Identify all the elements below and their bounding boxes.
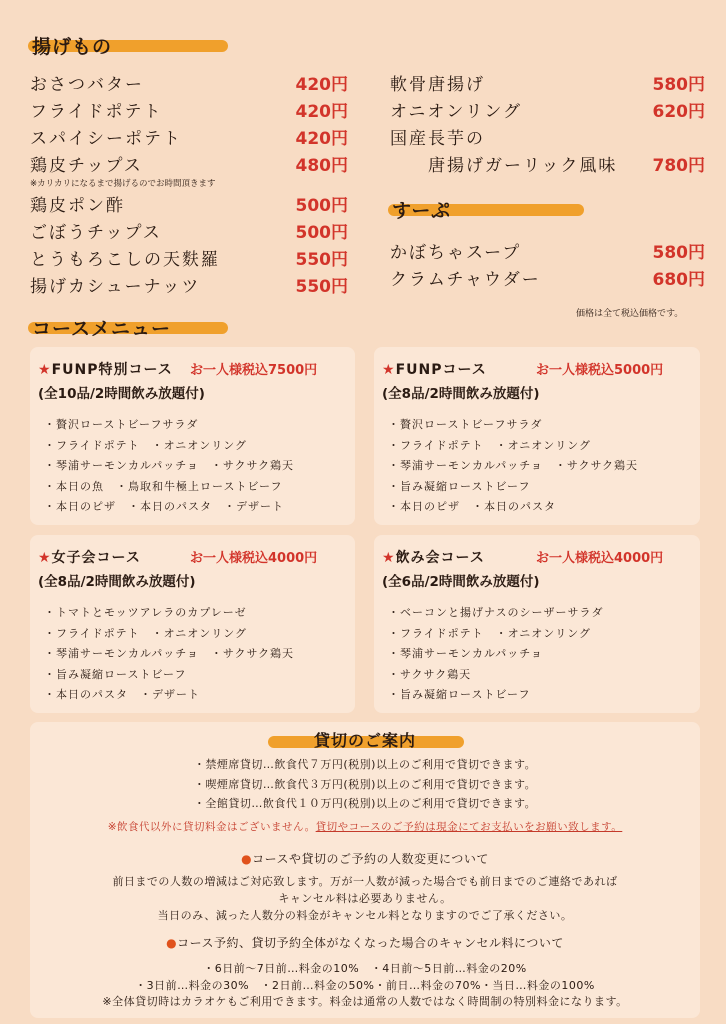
course-item: ・フライドポテト ・オニオンリング (44, 626, 248, 640)
menu-item-name: ごぼうチップス (30, 223, 162, 243)
course-card-joshikai (30, 535, 355, 713)
course-card-nomikai (374, 535, 700, 713)
course-items (388, 603, 603, 706)
change-heading-text: コースや貸切のご予約の人数変更について (252, 852, 489, 866)
menu-item-price: 580円 (652, 243, 705, 263)
course-item: ・本日の魚 ・鳥取和牛極上ローストビーフ (44, 479, 283, 493)
course-item: ・旨み凝縮ローストビーフ (44, 667, 187, 681)
menu-item-name: クラムチャウダー (390, 270, 541, 290)
course-item: ・旨み凝縮ローストビーフ (388, 688, 531, 701)
course-subtitle: (全8品/2時間飲み放題付) (38, 574, 196, 590)
kashikiri-payment-note (30, 819, 700, 834)
course-price: お一人様税込7500円 (190, 363, 318, 378)
course-item: ・フライドポテト ・オニオンリング (388, 438, 592, 452)
kashikiri-note-a: ※飲食代以外に貸切料金はございません。 (107, 821, 316, 833)
course-item: ・ベーコンと揚げナスのシーザーサラダ (388, 606, 604, 619)
course-subtitle: (全6品/2時間飲み放題付) (382, 574, 540, 590)
course-price: お一人様税込5000円 (536, 363, 664, 378)
menu-item-price: 480円 (295, 156, 348, 176)
cancel-heading-text: コース予約、貸切予約全体がなくなった場合のキャンセル料について (177, 936, 564, 950)
agemono-title: 揚げもの (32, 36, 113, 58)
course-name: FUNP特別コース (51, 362, 173, 378)
cancel-para: ※全体貸切時はカラオケもご利用できます。料金は通常の人数ではなく時間制の特別料金になります。 (102, 995, 628, 1008)
course-item: ・本日のパスタ ・デザート (44, 688, 200, 701)
star-icon: ★ (382, 362, 396, 378)
kashikiri-line: ・喫煙席貸切…飲食代３万円(税別)以上のご利用で貸切できます。 (193, 778, 537, 791)
menu-item-name: 国産長芋の (390, 129, 485, 149)
menu-item-name: 軟骨唐揚げ (390, 75, 485, 95)
course-item: ・琴浦サーモンカルパッチョ ・サクサク鶏天 (388, 459, 639, 472)
menu-item-price: 780円 (652, 156, 705, 176)
star-icon: ★ (38, 550, 52, 566)
menu-item-price: 550円 (295, 277, 348, 297)
course-item: ・サクサク鶏天 (388, 667, 472, 681)
change-para: 当日のみ、減った人数分の料金がキャンセル料となりますのでご了承ください。 (157, 909, 573, 922)
course-item: ・琴浦サーモンカルパッチョ ・サクサク鶏天 (44, 459, 295, 472)
course-card-funp (374, 347, 700, 525)
menu-item-name: フライドポテト (30, 102, 163, 122)
course-subtitle: (全10品/2時間飲み放題付) (38, 386, 205, 402)
course-items (388, 415, 638, 518)
course-price: お一人様税込4000円 (190, 551, 318, 566)
star-icon: ★ (38, 362, 52, 378)
circle-bullet-icon: ● (166, 936, 178, 950)
course-items (44, 415, 294, 518)
menu-item-name: 鶏皮チップス (30, 156, 143, 176)
kashikiri-title: 貸切のご案内 (313, 731, 416, 750)
course-item: ・贅沢ローストビーフサラダ (44, 418, 199, 431)
menu-item-price: 680円 (652, 270, 705, 290)
menu-item-name: 唐揚げガーリック風味 (428, 156, 618, 176)
agemono-note: ※カリカリになるまで揚げるのでお時間頂きます (30, 179, 216, 189)
star-icon: ★ (382, 550, 396, 566)
menu-item-name: とうもろこしの天麩羅 (30, 250, 220, 270)
menu-item-price: 580円 (652, 75, 705, 95)
change-heading (30, 850, 700, 867)
menu-item-price: 420円 (295, 129, 348, 149)
course-item: ・フライドポテト ・オニオンリング (388, 626, 592, 640)
tax-note: 価格は全て税込価格です。 (576, 309, 684, 319)
menu-item-price: 620円 (652, 102, 705, 122)
menu-item-price: 500円 (295, 196, 348, 216)
course-item: ・琴浦サーモンカルパッチョ ・サクサク鶏天 (44, 647, 295, 660)
course-price: お一人様税込4000円 (536, 551, 664, 566)
course-name: 女子会コース (51, 550, 141, 566)
change-para: 前日までの人数の増減はご対応致します。万が一人数が減った場合でも前日までのご連絡であれば (112, 875, 618, 888)
course-item: ・フライドポテト ・オニオンリング (44, 438, 248, 452)
course-item: ・トマトとモッツアレラのカプレーゼ (44, 606, 247, 619)
course-item: ・琴浦サーモンカルパッチョ (388, 647, 543, 660)
cancel-para: ・6日前～7日前…料金の10% ・4日前～5日前…料金の20% (203, 962, 527, 975)
kashikiri-note-b: 貸切やコースのご予約は現金にてお支払いをお願い致します。 (315, 821, 623, 833)
circle-bullet-icon: ● (241, 852, 253, 866)
menu-item-price: 500円 (295, 223, 348, 243)
course-name: FUNPコース (395, 362, 487, 378)
course-item: ・旨み凝縮ローストビーフ (388, 479, 531, 493)
course-card-funp-special (30, 347, 355, 525)
course-items (44, 603, 294, 706)
menu-item-name: 揚げカシューナッツ (30, 277, 201, 297)
menu-item-name: 鶏皮ポン酢 (30, 196, 125, 216)
menu-item-price: 420円 (295, 75, 348, 95)
course-name: 飲み会コース (395, 550, 485, 566)
menu-item-name: かぼちゃスープ (390, 243, 522, 263)
menu-item-name: オニオンリング (390, 102, 522, 122)
kashikiri-info-panel (30, 722, 700, 1018)
course-item: ・本日のピザ ・本日のパスタ ・デザート (44, 500, 284, 513)
kashikiri-line: ・禁煙席貸切…飲食代７万円(税別)以上のご利用で貸切できます。 (193, 758, 537, 771)
menu-item-price: 420円 (295, 102, 348, 122)
change-para: キャンセル料は必要ありません。 (278, 892, 452, 905)
course-title: コースメニュー (32, 318, 172, 340)
cancel-heading (30, 934, 700, 951)
soup-title: すーぷ (392, 200, 452, 222)
cancel-para: ・3日前…料金の30% ・2日前…料金の50%・前日…料金の70%・当日…料金の100% (135, 979, 595, 992)
menu-item-name: スパイシーポテト (30, 129, 182, 149)
course-subtitle: (全8品/2時間飲み放題付) (382, 386, 540, 402)
course-item: ・本日のピザ ・本日のパスタ (388, 500, 556, 513)
course-item: ・贅沢ローストビーフサラダ (388, 418, 543, 431)
kashikiri-line: ・全館貸切…飲食代１０万円(税別)以上のご利用で貸切できます。 (193, 797, 537, 810)
menu-item-price: 550円 (295, 250, 348, 270)
menu-item-name: おさつバター (30, 75, 144, 95)
